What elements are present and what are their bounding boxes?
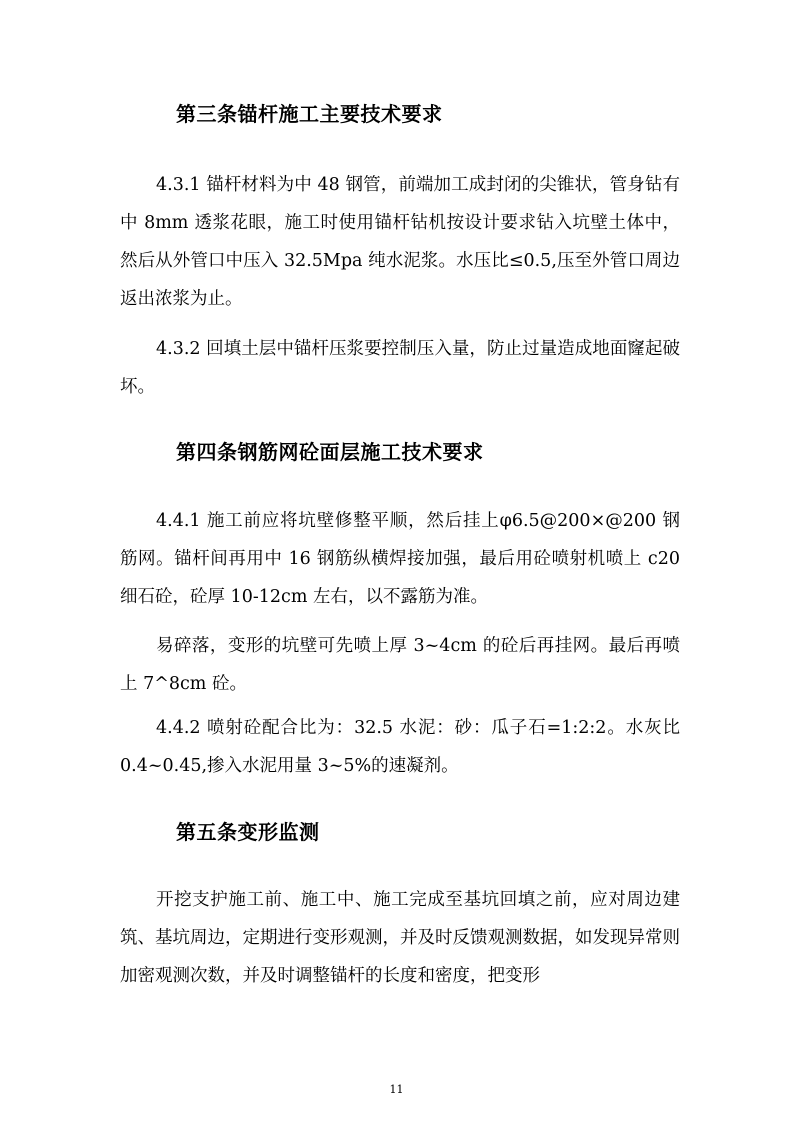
paragraph-4-4-1: 4.4.1 施工前应将坑壁修整平顺，然后挂上φ6.5@200×@200 钢筋网。锚杆间再用中 16 钢筋纵横焊接加强，最后用砼喷射机喷上 c20 细石砼，砼厚 10-12cm 左右，以不露筋为准。 [120, 511, 680, 607]
paragraph-4-4-2: 4.4.2 喷射砼配合比为：32.5 水泥：砂：瓜子石=1:2:2。水灰比 0.4~0.45,掺入水泥用量 3~5%的速凝剂。 [120, 718, 680, 776]
paragraph-deformation-monitoring: 开挖支护施工前、施工中、施工完成至基坑回填之前，应对周边建筑、基坑周边，定期进行变形观测，并及时反馈观测数据，如发现异常则加密观测次数，并及时调整锚杆的长度和密度，把变形 [120, 890, 680, 986]
section-heading-3: 第三条锚杆施工主要技术要求 [176, 102, 443, 126]
paragraph-crumbly-wall: 易碎落，变形的坑壁可先喷上厚 3~4cm 的砼后再挂网。最后再喷上 7^8cm 砼。 [120, 636, 680, 694]
page-number: 11 [389, 1083, 404, 1096]
paragraph-4-3-1: 4.3.1 锚杆材料为中 48 钢管，前端加工成封闭的尖锥状，管身钻有中 8mm 透浆花眼，施工时使用锚杆钻机按设计要求钻入坑壁土体中，然后从外管口中压入 32.5Mpa 纯水泥浆。水压比≤0.5,压至外管口周边返出浓浆为止。 [120, 175, 680, 309]
section-heading-5: 第五条变形监测 [176, 820, 320, 844]
paragraph-4-3-2: 4.3.2 回填土层中锚杆压浆要控制压入量，防止过量造成地面窿起破坏。 [120, 339, 680, 397]
section-heading-4: 第四条钢筋网砼面层施工技术要求 [176, 440, 484, 464]
